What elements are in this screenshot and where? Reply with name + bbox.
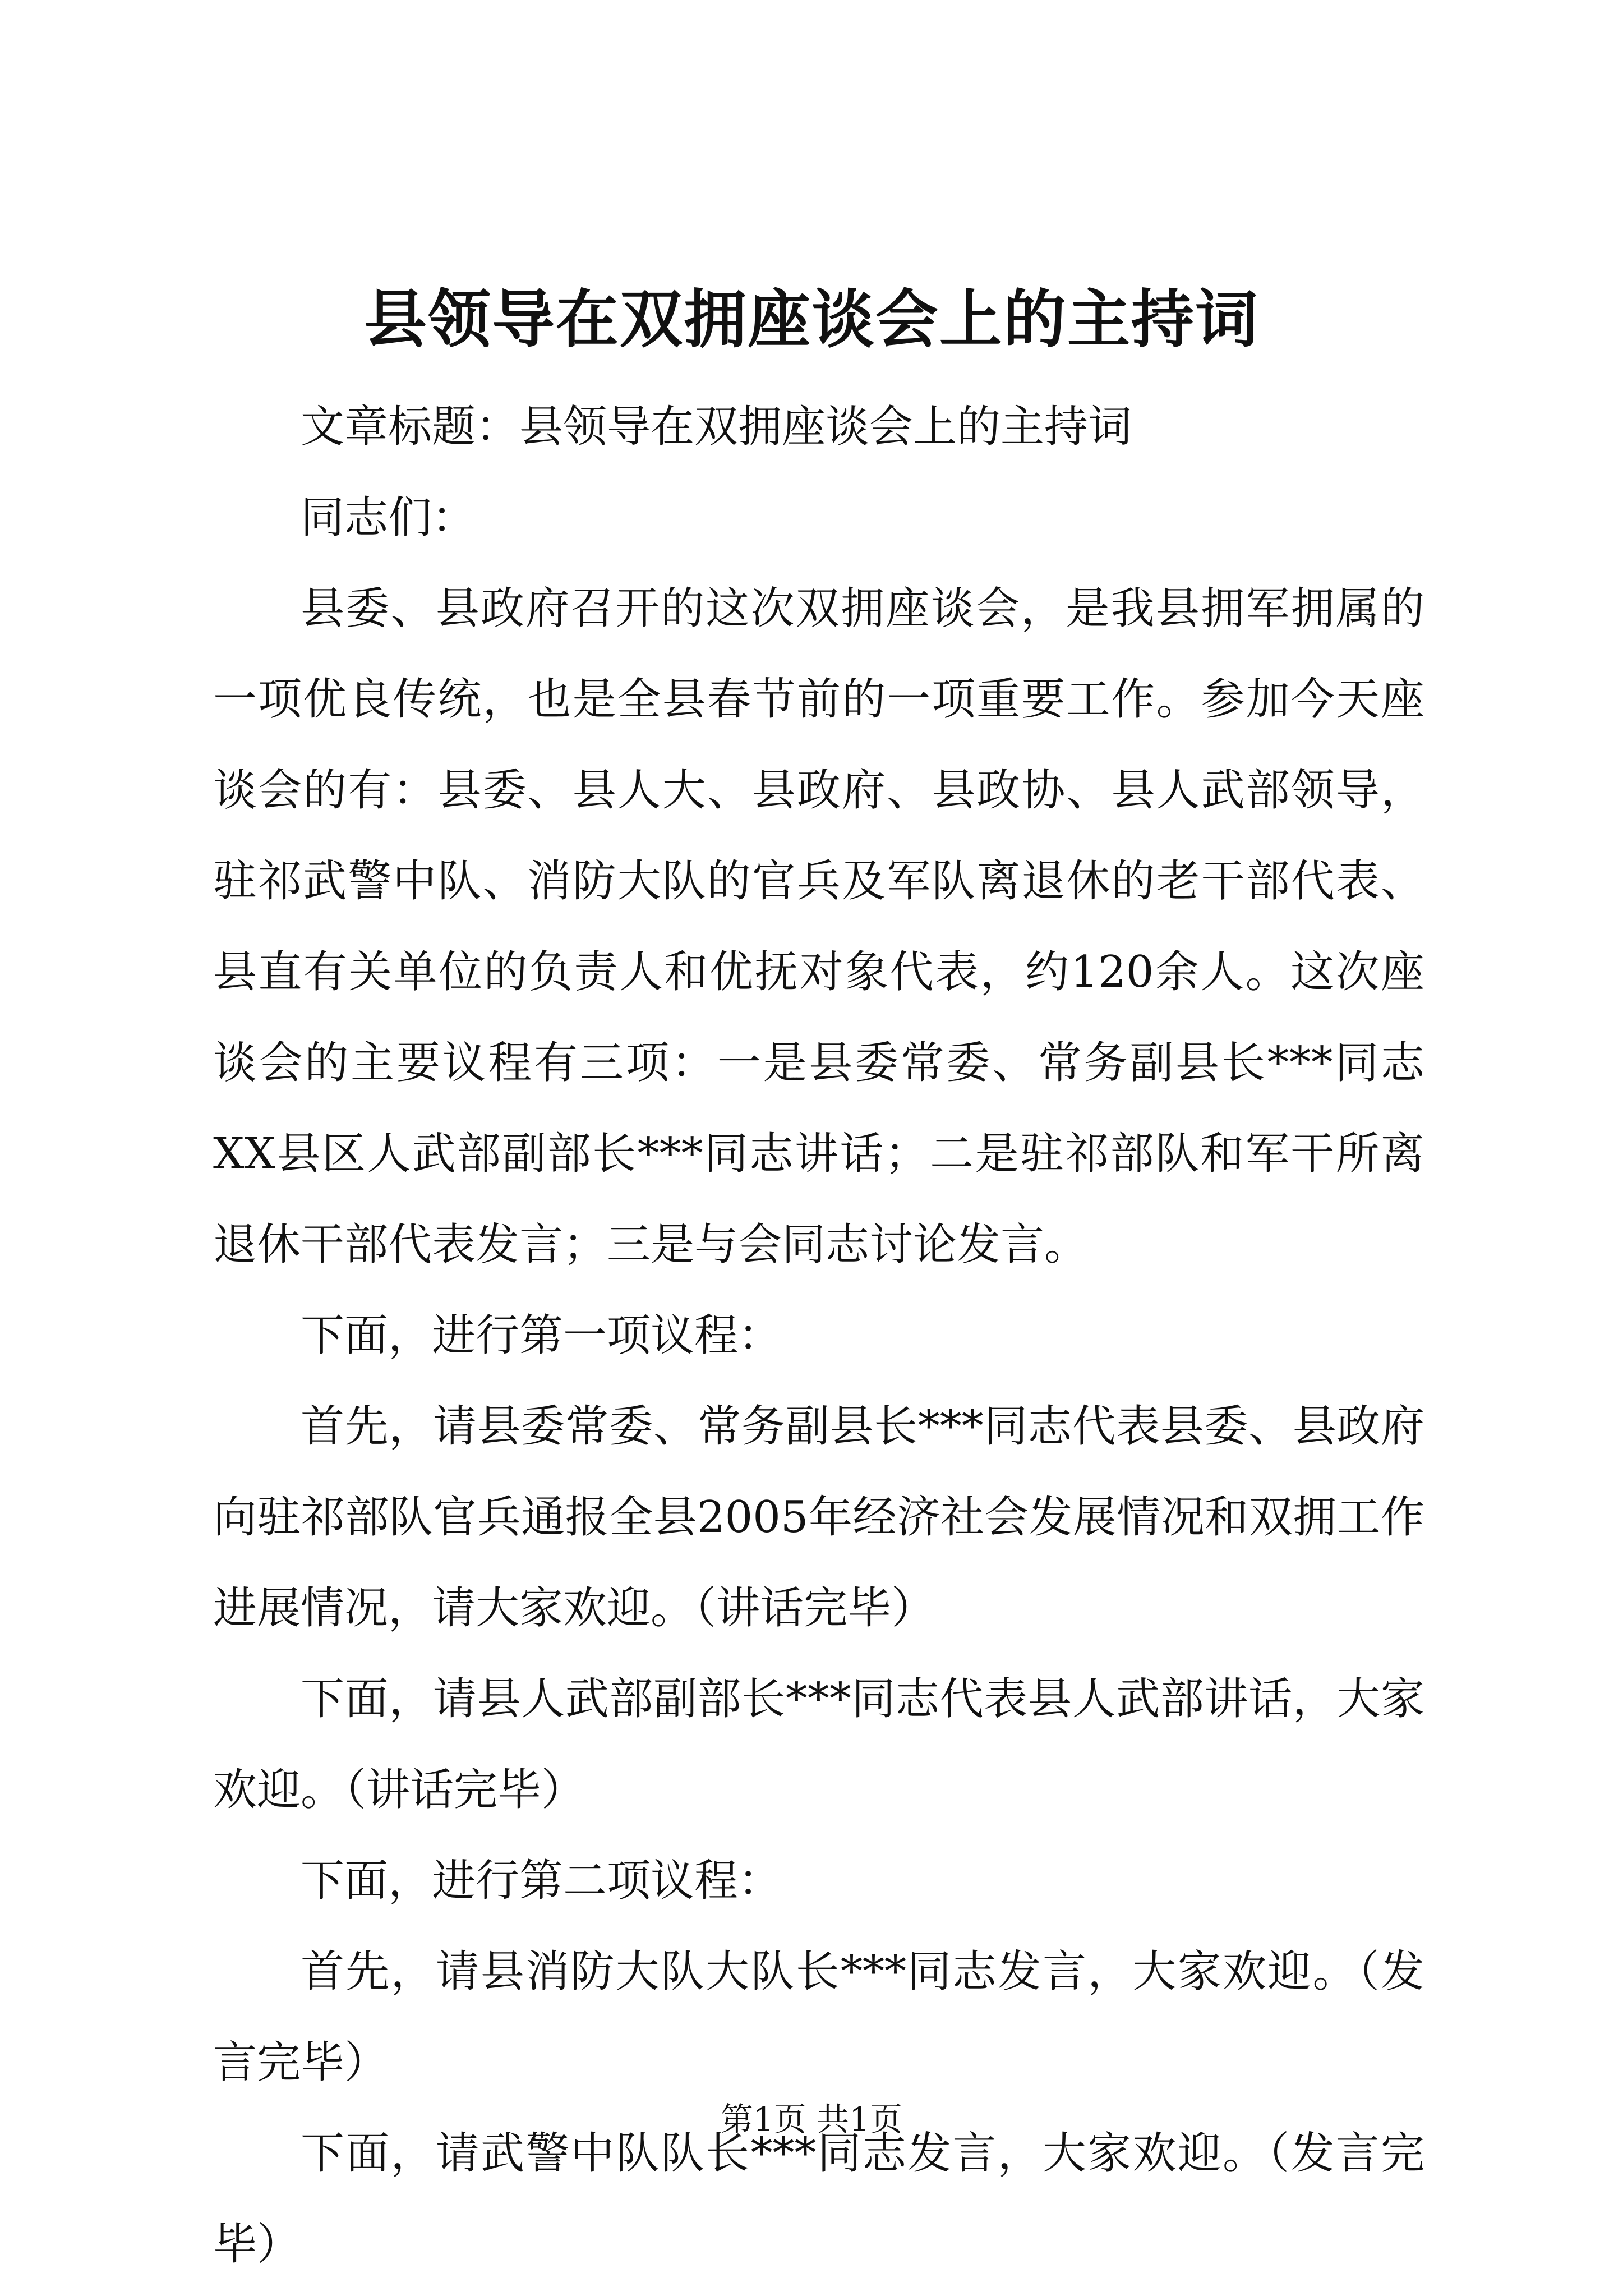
agenda-item-2-heading: 下面，进行第二项议程： [301, 1856, 782, 1906]
agenda-item-1-speech-2: 下面，请县人武部副部长***同志代表县人武部讲话，大家欢迎。（讲话完毕） [213, 1674, 1424, 1815]
page-number-footer: 第1页 共1页 [720, 2100, 903, 2138]
agenda-item-2-speech-2: 下面，请武警中队队长***同志发言，大家欢迎。（发言完毕） [213, 2128, 1424, 2270]
agenda-item-1-heading: 下面，进行第一项议程： [301, 1310, 782, 1361]
document-title: 县领导在双拥座谈会上的主持词 [364, 283, 1259, 356]
document-body [213, 381, 1424, 2290]
agenda-item-2-speech-1: 首先，请县消防大队大队长***同志发言，大家欢迎。（发言完毕） [213, 1947, 1424, 2088]
intro-paragraph: 县委、县政府召开的这次双拥座谈会，是我县拥军拥属的一项优良传统，也是全县春节前的一项重要工作。参加今天座谈会的有：县委、县人大、县政府、县政协、县人武部领导，驻祁武警中队、消防大队的官兵及军队离退休的老干部代表、县直有关单位的负责人和优抚对象代表，约120余人。这次座谈会的主要议程有三项：一是县委常委、常务副县长***同志XX县区人武部副部长***同志讲话；二是驻祁部队和军干所离退休干部代表发言；三是与会同志讨论发言。 [213, 583, 1424, 1270]
article-title-line: 文章标题：县领导在双拥座谈会上的主持词 [301, 402, 1132, 452]
agenda-item-1-speech-1: 首先，请县委常委、常务副县长***同志代表县委、县政府向驻祁部队官兵通报全县2005年经济社会发展情况和双拥工作进展情况，请大家欢迎。（讲话完毕） [213, 1401, 1424, 1634]
salutation: 同志们： [301, 493, 476, 543]
